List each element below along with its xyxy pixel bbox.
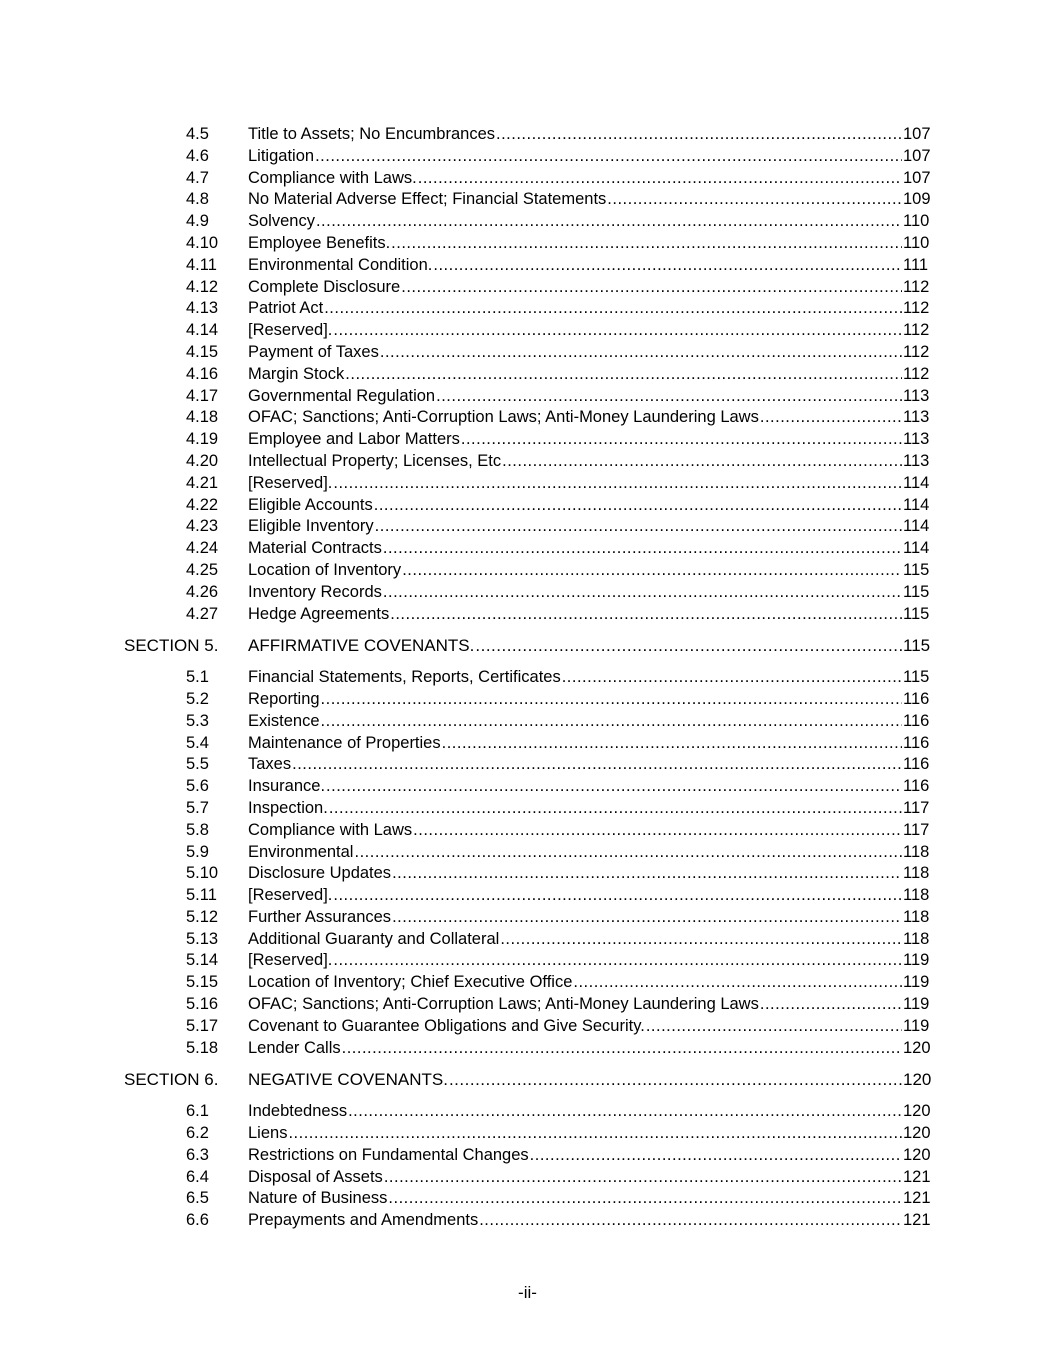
toc-entry-title: Disposal of Assets: [248, 1167, 384, 1189]
toc-entry-title: Title to Assets; No Encumbrances: [248, 124, 496, 146]
toc-entry-row[interactable]: [0, 711, 1055, 733]
dot-leader: [479, 1210, 902, 1232]
toc-entry-number: 6.5: [186, 1189, 209, 1208]
dot-leader: [646, 1016, 902, 1038]
toc-entry-page: 113: [903, 451, 930, 470]
toc-entry-number: 5.10: [186, 864, 219, 883]
toc-entry-title: Litigation: [248, 146, 315, 168]
toc-entry-leader: [248, 495, 902, 517]
toc-entry-page: 121: [903, 1189, 931, 1208]
dot-leader: [573, 972, 902, 994]
toc-entry-number: 5.7: [186, 798, 209, 817]
toc-entry-leader: [248, 124, 902, 146]
toc-entry-title: Indebtedness: [248, 1101, 348, 1123]
toc-entry-row[interactable]: [0, 560, 1055, 582]
toc-entry-leader: [248, 168, 902, 190]
toc-entry-leader: [248, 1210, 902, 1232]
toc-entry-number: 5.8: [186, 820, 209, 839]
toc-entry-page: 120: [903, 1102, 931, 1121]
toc-entry-page: 112: [903, 321, 930, 340]
toc-entry-leader: [248, 842, 902, 864]
toc-entry-leader: [248, 798, 902, 820]
toc-entry-leader: [248, 1101, 902, 1123]
toc-entry-row[interactable]: [0, 386, 1055, 408]
toc-entry-row[interactable]: [0, 733, 1055, 755]
toc-entry-row[interactable]: [0, 146, 1055, 168]
toc-entry-number: 5.9: [186, 842, 209, 861]
toc-entry-leader: [248, 211, 902, 233]
toc-entry-page: 116: [903, 689, 930, 708]
toc-entry-row[interactable]: [0, 776, 1055, 798]
toc-entry-row[interactable]: [0, 582, 1055, 604]
toc-entry-page: 118: [903, 886, 930, 905]
toc-entry-page: 113: [903, 408, 930, 427]
toc-entry-leader: [248, 560, 902, 582]
toc-entry-title: Complete Disclosure: [248, 277, 401, 299]
toc-entry-leader: [248, 342, 902, 364]
toc-entry-leader: [248, 298, 902, 320]
toc-entry-number: 4.27: [186, 604, 219, 623]
toc-entry-number: 4.9: [186, 212, 209, 231]
toc-entry-title: Eligible Accounts: [248, 495, 374, 517]
toc-entry-row[interactable]: [0, 907, 1055, 929]
toc-entry-row[interactable]: [0, 754, 1055, 776]
toc-entry-row[interactable]: [0, 233, 1055, 255]
toc-entry-leader: [248, 473, 902, 495]
toc-entry-number: 4.14: [186, 321, 219, 340]
toc-entry-leader: [248, 863, 902, 885]
toc-entry-page: 119: [903, 951, 930, 970]
dot-leader: [321, 689, 902, 711]
toc-entry-leader: [248, 429, 902, 451]
toc-entry-row[interactable]: [0, 1123, 1055, 1145]
dot-leader: [324, 298, 902, 320]
toc-entry-number: SECTION 5.: [124, 636, 219, 656]
toc-entry-leader: [248, 754, 902, 776]
toc-entry-leader: [248, 1167, 902, 1189]
toc-entry-page: 115: [903, 636, 931, 656]
dot-leader: [333, 320, 902, 342]
toc-entry-row[interactable]: [0, 667, 1055, 689]
toc-entry-page: 115: [903, 668, 930, 687]
toc-entry-leader: [248, 604, 902, 626]
toc-entry-title: Taxes: [248, 754, 292, 776]
toc-entry-number: 5.1: [186, 668, 209, 687]
dot-leader: [760, 994, 902, 1016]
dot-leader: [401, 277, 902, 299]
toc-entry-row[interactable]: [0, 1188, 1055, 1210]
toc-entry-leader: [248, 189, 902, 211]
toc-entry-page: 115: [903, 560, 930, 579]
toc-entry-row[interactable]: [0, 972, 1055, 994]
toc-entry-title: Employee Benefits.: [248, 233, 391, 255]
dot-leader: [354, 842, 902, 864]
toc-entry-title: [Reserved].: [248, 885, 333, 907]
toc-entry-title: Eligible Inventory: [248, 516, 375, 538]
toc-entry-number: 4.6: [186, 146, 209, 165]
toc-entry-leader: [248, 950, 902, 972]
toc-entry-leader: [248, 1069, 902, 1091]
toc-entry-row[interactable]: [0, 211, 1055, 233]
toc-entry-title: OFAC; Sanctions; Anti-Corruption Laws; Anti-Money Laundering Laws: [248, 994, 760, 1016]
toc-entry-leader: [248, 929, 902, 951]
toc-entry-page: 120: [903, 1145, 931, 1164]
toc-entry-leader: [248, 689, 902, 711]
dot-leader: [374, 495, 902, 517]
toc-entry-leader: [248, 1145, 902, 1167]
toc-entry-page: 116: [903, 733, 930, 752]
dot-leader: [345, 364, 902, 386]
toc-entry-page: 119: [903, 1016, 930, 1035]
toc-entry-page: 121: [903, 1211, 931, 1230]
toc-entry-title: NEGATIVE COVENANTS.: [248, 1070, 448, 1090]
toc-entry-page: 115: [903, 604, 930, 623]
toc-entry-row[interactable]: [0, 798, 1055, 820]
toc-entry-row[interactable]: [0, 842, 1055, 864]
toc-entry-row[interactable]: [0, 1167, 1055, 1189]
toc-entry-title: Location of Inventory; Chief Executive Office: [248, 972, 573, 994]
toc-entry-row[interactable]: [0, 429, 1055, 451]
toc-entry-leader: [248, 582, 902, 604]
toc-entry-row[interactable]: [0, 320, 1055, 342]
toc-entry-title: Governmental Regulation: [248, 386, 436, 408]
toc-entry-page: 118: [903, 907, 930, 926]
toc-entry-page: 111: [903, 255, 929, 274]
toc-entry-title: Prepayments and Amendments: [248, 1210, 479, 1232]
toc-entry-page: 112: [903, 299, 930, 318]
toc-entry-row[interactable]: [0, 863, 1055, 885]
toc-entry-page: 112: [903, 342, 930, 361]
dot-leader: [442, 733, 902, 755]
toc-entry-number: 4.21: [186, 473, 219, 492]
toc-entry-row[interactable]: [0, 929, 1055, 951]
toc-entry-title: Inspection.: [248, 798, 329, 820]
toc-entry-leader: [248, 146, 902, 168]
toc-entry-page: 107: [903, 168, 931, 187]
toc-entry-number: 4.22: [186, 495, 219, 514]
toc-entry-page: 116: [903, 777, 930, 796]
toc-entry-leader: [248, 667, 902, 689]
toc-entry-row[interactable]: [0, 994, 1055, 1016]
toc-entry-title: OFAC; Sanctions; Anti-Corruption Laws; Anti-Money Laundering Laws: [248, 407, 760, 429]
dot-leader: [502, 451, 902, 473]
toc-entry-page: 109: [903, 190, 931, 209]
dot-leader: [292, 754, 902, 776]
toc-entry-leader: [248, 885, 902, 907]
toc-entry-leader: [248, 1123, 902, 1145]
toc-entry-number: 5.4: [186, 733, 209, 752]
toc-entry-number: 5.18: [186, 1038, 219, 1057]
toc-entry-page: 107: [903, 125, 931, 143]
toc-entry-number: 4.7: [186, 168, 209, 187]
toc-entry-title: Nature of Business: [248, 1188, 388, 1210]
toc-entry-page: 113: [903, 430, 930, 449]
dot-leader: [449, 1069, 902, 1091]
toc-entry-row[interactable]: [0, 364, 1055, 386]
toc-entry-number: 4.8: [186, 190, 209, 209]
toc-entry-page: 116: [903, 711, 930, 730]
toc-entry-leader: [248, 1188, 902, 1210]
dot-leader: [342, 1038, 902, 1060]
toc-entry-row[interactable]: [0, 255, 1055, 277]
toc-entry-page: 107: [903, 146, 931, 165]
toc-entry-title: AFFIRMATIVE COVENANTS.: [248, 636, 475, 656]
toc-entry-title: Hedge Agreements: [248, 604, 390, 626]
toc-entry-title: Maintenance of Properties: [248, 733, 442, 755]
toc-entry-leader: [248, 711, 902, 733]
toc-entry-page: 118: [903, 864, 930, 883]
toc-entry-row[interactable]: [0, 407, 1055, 429]
dot-leader: [500, 929, 902, 951]
toc-entry-number: 4.19: [186, 430, 219, 449]
toc-entry-number: 5.12: [186, 907, 219, 926]
toc-entry-number: 5.16: [186, 995, 219, 1014]
dot-leader: [329, 798, 902, 820]
toc-entry-number: 4.23: [186, 517, 219, 536]
toc-entry-leader: [248, 233, 902, 255]
toc-entry-title: Covenant to Guarantee Obligations and Give Security.: [248, 1016, 646, 1038]
dot-leader: [392, 863, 902, 885]
toc-entry-number: 5.11: [186, 886, 217, 905]
toc-entry-number: 4.26: [186, 582, 219, 601]
toc-entry-title: Financial Statements, Reports, Certificates: [248, 667, 562, 689]
toc-entry-row[interactable]: [0, 950, 1055, 972]
toc-entry-title: Environmental: [248, 842, 354, 864]
toc-entry-row[interactable]: [0, 1145, 1055, 1167]
toc-entry-page: 120: [903, 1070, 932, 1090]
toc-entry-leader: [248, 386, 902, 408]
dot-leader: [475, 635, 902, 657]
toc-entry-title: Additional Guaranty and Collateral: [248, 929, 500, 951]
toc-entry-page: 115: [903, 582, 930, 601]
toc-entry-number: 5.3: [186, 711, 209, 730]
toc-entry-page: 120: [903, 1124, 931, 1143]
toc-entry-title: Reporting: [248, 689, 321, 711]
toc-entry-title: Restrictions on Fundamental Changes: [248, 1145, 530, 1167]
toc-entry-page: 114: [903, 517, 930, 536]
toc-entry-number: 4.13: [186, 299, 219, 318]
toc-entry-row[interactable]: [0, 1101, 1055, 1123]
dot-leader: [390, 604, 902, 626]
toc-entry-title: Environmental Condition.: [248, 255, 433, 277]
toc-entry-number: 4.25: [186, 560, 219, 579]
toc-entry-row[interactable]: [0, 604, 1055, 626]
toc-entry-row[interactable]: [0, 1038, 1055, 1060]
toc-entry-row[interactable]: [0, 516, 1055, 538]
toc-entry-title: Location of Inventory: [248, 560, 402, 582]
toc-entry-leader: [248, 538, 902, 560]
toc-entry-number: 6.2: [186, 1124, 209, 1143]
toc-entry-title: Material Contracts: [248, 538, 383, 560]
toc-entry-number: 4.20: [186, 451, 219, 470]
toc-entry-row[interactable]: [0, 473, 1055, 495]
toc-entry-number: 6.3: [186, 1145, 209, 1164]
toc-entry-leader: [248, 820, 902, 842]
toc-entry-title: Solvency: [248, 211, 316, 233]
toc-entry-page: 116: [903, 755, 930, 774]
dot-leader: [436, 386, 902, 408]
toc-entry-page: 118: [903, 842, 930, 861]
toc-entry-title: Patriot Act: [248, 298, 324, 320]
toc-entry-title: Compliance with Laws: [248, 820, 413, 842]
dot-leader: [326, 776, 902, 798]
toc-entry-number: 5.2: [186, 689, 209, 708]
toc-entry-number: 5.13: [186, 929, 219, 948]
toc-entry-leader: [248, 635, 902, 657]
toc-entry-row[interactable]: [0, 298, 1055, 320]
dot-leader: [418, 168, 902, 190]
toc-section-row[interactable]: [0, 1069, 1055, 1091]
toc-entry-number: 4.12: [186, 277, 219, 296]
toc-entry-row[interactable]: [0, 124, 1055, 146]
toc-entry-page: 112: [903, 364, 930, 383]
toc-entry-number: 4.18: [186, 408, 219, 427]
toc-entry-leader: [248, 733, 902, 755]
toc-entry-title: Further Assurances: [248, 907, 392, 929]
toc-entry-row[interactable]: [0, 1210, 1055, 1232]
toc-entry-page: 119: [903, 995, 930, 1014]
dot-leader: [392, 907, 902, 929]
toc-entry-page: 121: [903, 1167, 931, 1186]
dot-leader: [760, 407, 902, 429]
toc-entry-page: 110: [903, 212, 930, 231]
toc-entry-page: 114: [903, 539, 930, 558]
toc-entry-leader: [248, 907, 902, 929]
toc-entry-page: 118: [903, 929, 930, 948]
toc-entry-leader: [248, 972, 902, 994]
toc-entry-leader: [248, 407, 902, 429]
toc-entry-title: No Material Adverse Effect; Financial Statements: [248, 189, 607, 211]
dot-leader: [348, 1101, 902, 1123]
toc-entry-number: 6.1: [186, 1102, 209, 1121]
toc-entry-row[interactable]: [0, 1016, 1055, 1038]
toc-entry-number: 5.14: [186, 951, 219, 970]
dot-leader: [316, 211, 902, 233]
toc-entry-row[interactable]: [0, 342, 1055, 364]
toc-section-row[interactable]: [0, 635, 1055, 657]
toc-entry-number: 5.15: [186, 973, 219, 992]
dot-leader: [383, 538, 902, 560]
toc-entry-page: 117: [903, 798, 930, 817]
toc-entry-leader: [248, 255, 902, 277]
toc-entry-leader: [248, 364, 902, 386]
toc-entry-leader: [248, 451, 902, 473]
toc-entry-page: 120: [903, 1038, 931, 1057]
toc-entry-number: 5.6: [186, 777, 209, 796]
toc-entry-leader: [248, 1016, 902, 1038]
dot-leader: [413, 820, 902, 842]
toc-entry-row[interactable]: [0, 189, 1055, 211]
dot-leader: [391, 233, 902, 255]
toc-entry-leader: [248, 277, 902, 299]
dot-leader: [315, 146, 902, 168]
toc-entry-row[interactable]: [0, 495, 1055, 517]
toc-entry-title: Employee and Labor Matters: [248, 429, 461, 451]
toc-entry-page: 114: [903, 473, 930, 492]
toc-entry-number: 5.5: [186, 755, 209, 774]
toc-entry-row[interactable]: [0, 451, 1055, 473]
dot-leader: [321, 711, 902, 733]
toc-entry-number: 4.10: [186, 233, 219, 252]
dot-leader: [388, 1188, 902, 1210]
toc-entry-page: 112: [903, 277, 930, 296]
toc-entry-title: [Reserved].: [248, 950, 333, 972]
toc-entry-row[interactable]: [0, 538, 1055, 560]
dot-leader: [333, 950, 902, 972]
toc-entry-leader: [248, 776, 902, 798]
toc-entry-number: 4.24: [186, 539, 219, 558]
toc-entry-title: Lender Calls: [248, 1038, 342, 1060]
page-number: -ii-: [518, 1283, 537, 1302]
toc-entry-number: 6.6: [186, 1211, 209, 1230]
dot-leader: [562, 667, 902, 689]
toc-entry-title: Liens: [248, 1123, 288, 1145]
toc-entry-title: Intellectual Property; Licenses, Etc: [248, 451, 502, 473]
toc-entry-page: 113: [903, 386, 930, 405]
toc-entry-row[interactable]: [0, 277, 1055, 299]
toc-entry-page: 117: [903, 820, 930, 839]
toc-entry-title: Insurance.: [248, 776, 326, 798]
dot-leader: [530, 1145, 902, 1167]
toc-entry-number: SECTION 6.: [124, 1070, 219, 1090]
dot-leader: [288, 1123, 902, 1145]
toc-entry-title: Disclosure Updates: [248, 863, 392, 885]
toc-entry-number: 4.17: [186, 386, 219, 405]
toc-entry-number: 4.11: [186, 255, 217, 274]
toc-entry-number: 4.16: [186, 364, 219, 383]
toc-entry-leader: [248, 994, 902, 1016]
toc-entry-title: [Reserved].: [248, 473, 333, 495]
toc-entry-number: 4.15: [186, 342, 219, 361]
toc-entry-leader: [248, 516, 902, 538]
toc-entry-leader: [248, 320, 902, 342]
toc-entry-row[interactable]: [0, 689, 1055, 711]
table-of-contents: [0, 124, 1055, 1232]
toc-entry-number: 6.4: [186, 1167, 209, 1186]
toc-entry-number: 5.17: [186, 1016, 219, 1035]
toc-entry-title: Payment of Taxes: [248, 342, 380, 364]
dot-leader: [384, 1167, 902, 1189]
toc-entry-title: Margin Stock: [248, 364, 345, 386]
dot-leader: [461, 429, 902, 451]
toc-entry-page: 110: [903, 233, 930, 252]
toc-entry-page: 114: [903, 495, 930, 514]
dot-leader: [433, 255, 902, 277]
dot-leader: [607, 189, 902, 211]
dot-leader: [496, 124, 902, 146]
toc-entry-title: Existence: [248, 711, 321, 733]
toc-entry-row[interactable]: [0, 885, 1055, 907]
toc-entry-title: [Reserved].: [248, 320, 333, 342]
toc-entry-title: Compliance with Laws.: [248, 168, 418, 190]
toc-entry-row[interactable]: [0, 820, 1055, 842]
dot-leader: [333, 885, 902, 907]
toc-entry-page: 119: [903, 973, 930, 992]
dot-leader: [333, 473, 902, 495]
toc-entry-title: Inventory Records: [248, 582, 383, 604]
dot-leader: [402, 560, 902, 582]
toc-entry-row[interactable]: [0, 168, 1055, 190]
toc-entry-leader: [248, 1038, 902, 1060]
toc-entry-number: 4.5: [186, 125, 209, 143]
dot-leader: [380, 342, 902, 364]
dot-leader: [383, 582, 902, 604]
dot-leader: [375, 516, 902, 538]
